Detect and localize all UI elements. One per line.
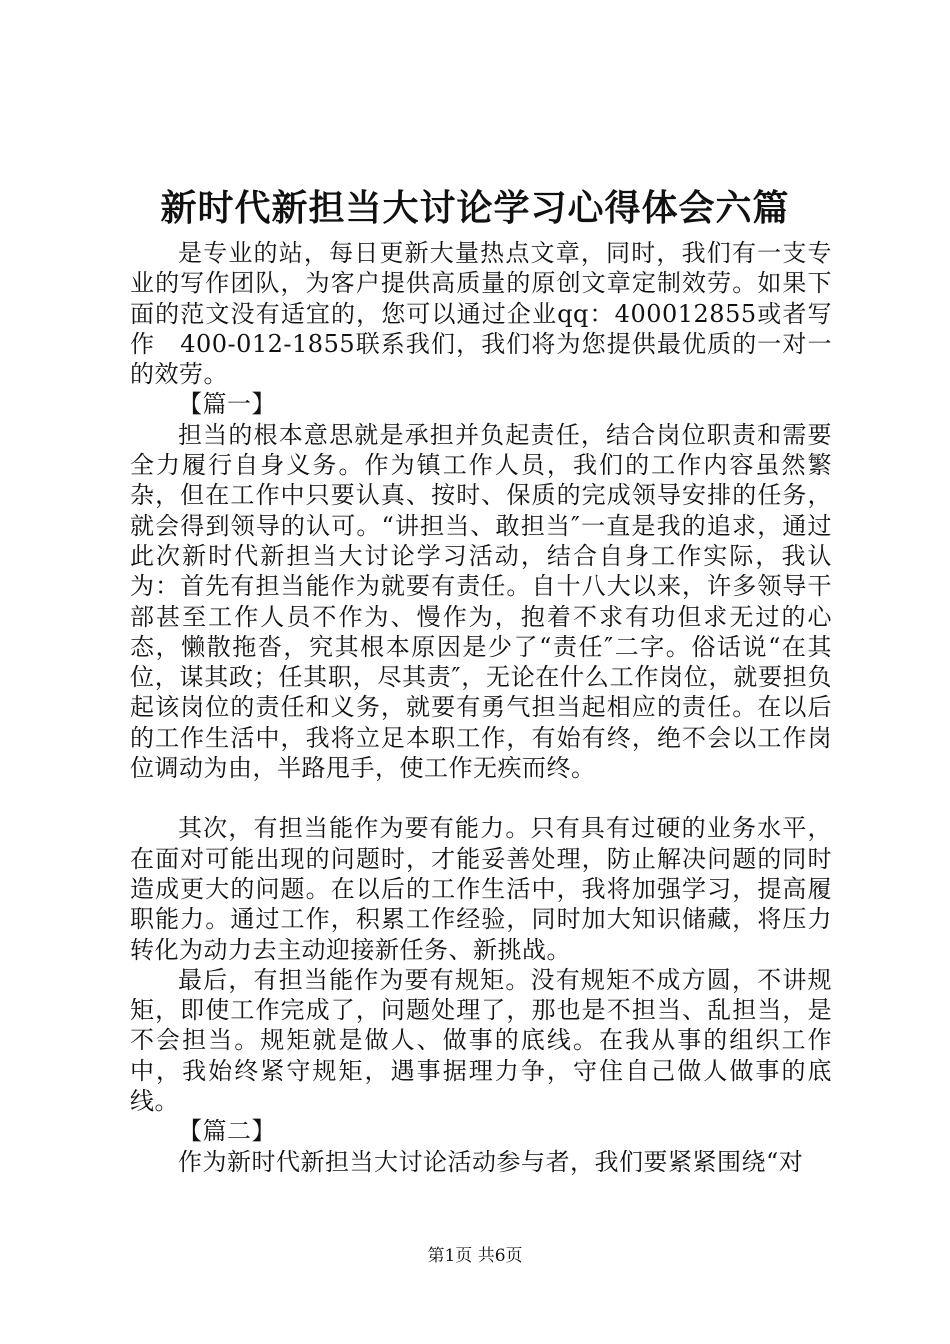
section-heading-1: 【篇一】 [178,390,276,419]
intro-paragraph: 是专业的站，每日更新大量热点文章，同时，我们有一支专业的写作团队，为客户提供高质量的原创文章定制效劳。如果下面的范文没有适宜的，您可以通过企业qq：400012855或者写作 400-012-1855联系我们，我们将为您提供最优质的一对一的效劳。 [130,239,832,389]
document-body [130,238,832,1177]
section1-paragraph-1: 担当的根本意思就是承担并负起责任，结合岗位职责和需要全力履行自身义务。作为镇工作人员，我们的工作内容虽然繁杂，但在工作中只要认真、按时、保质的完成领导安排的任务，就会得到领导的认可。“讲担当、敢担当″一直是我的追求，通过此次新时代新担当大讨论学习活动，结合自身工作实际，我认为：首先有担当能作为就要有责任。自十八大以来，许多领导干部甚至工作人员不作为、慢作为，抱着不求有功但求无过的心态，懒散拖沓，究其根本原因是少了“责任″二字。俗话说“在其位，谋其政；任其职，尽其责″，无论在什么工作岗位，就要担负起该岗位的责任和义务，就要有勇气担当起相应的责任。在以后的工作生活中，我将立足本职工作，有始有终，绝不会以工作岗位调动为由，半路甩手，使工作无疾而终。 [130,420,832,783]
page-footer: 第1页 共6页 [427,1246,523,1266]
section1-paragraph-2: 其次，有担当能作为要有能力。只有具有过硬的业务水平，在面对可能出现的问题时，才能妥善处理，防止解决问题的同时造成更大的问题。在以后的工作生活中，我将加强学习，提高履职能力。通过工作，积累工作经验，同时加大知识储藏，将压力转化为动力去主动迎接新任务、新挑战。 [130,814,832,964]
section-heading-2: 【篇二】 [178,1117,276,1146]
section2-paragraph-1: 作为新时代新担当大讨论活动参与者，我们要紧紧围绕“对 [178,1147,804,1176]
document-title: 新时代新担当大讨论学习心得体会六篇 [160,187,790,229]
section1-paragraph-3: 最后，有担当能作为要有规矩。没有规矩不成方圆，不讲规矩，即使工作完成了，问题处理了，那也是不担当、乱担当，是不会担当。规矩就是做人、做事的底线。在我从事的组织工作中，我始终紧守规矩，遇事据理力争，守住自己做人做事的底线。 [130,965,832,1116]
